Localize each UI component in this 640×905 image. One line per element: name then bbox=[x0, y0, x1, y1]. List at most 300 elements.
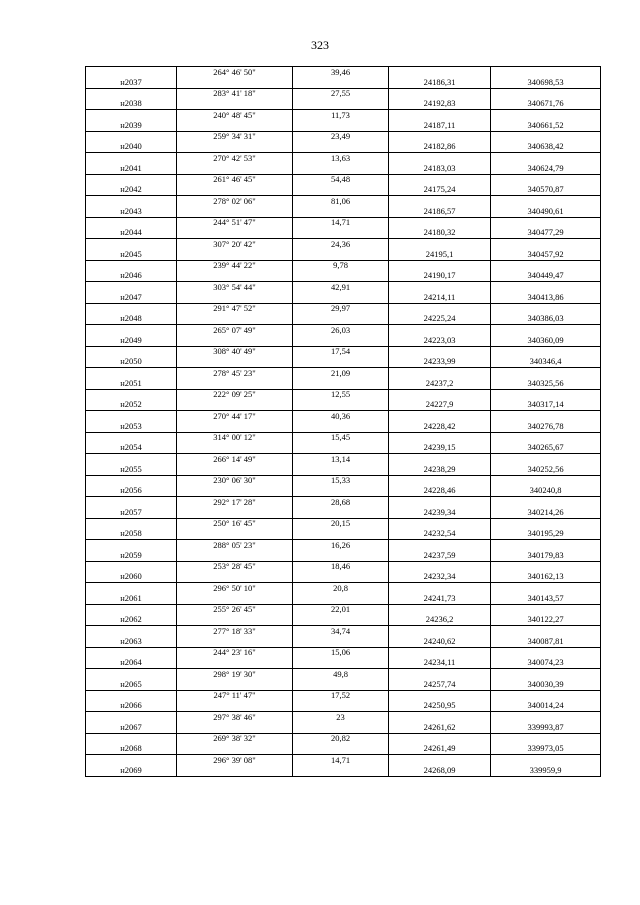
point-id-cell bbox=[86, 153, 177, 164]
y-coordinate-cell: 340457,92 bbox=[491, 249, 601, 260]
bearing-angle-cell bbox=[177, 679, 293, 690]
bearing-angle-cell: 270° 42' 53" bbox=[177, 153, 293, 164]
point-row bbox=[86, 206, 601, 217]
point-id-cell: н2063 bbox=[86, 636, 177, 647]
distance-cell bbox=[293, 163, 389, 174]
y-coordinate-cell bbox=[491, 540, 601, 551]
x-coordinate-cell bbox=[389, 583, 491, 594]
point-id-cell: н2055 bbox=[86, 464, 177, 475]
bearing-angle-cell: 269° 38' 32" bbox=[177, 733, 293, 744]
distance-cell bbox=[293, 99, 389, 110]
point-row bbox=[86, 357, 601, 368]
x-coordinate-cell bbox=[389, 303, 491, 314]
bearing-angle-cell bbox=[177, 77, 293, 88]
point-row bbox=[86, 722, 601, 733]
bearing-angle-cell bbox=[177, 550, 293, 561]
y-coordinate-cell: 340074,23 bbox=[491, 658, 601, 669]
distance-cell bbox=[293, 378, 389, 389]
point-id-cell: н2043 bbox=[86, 206, 177, 217]
y-coordinate-cell: 340143,57 bbox=[491, 593, 601, 604]
x-coordinate-cell: 24257,74 bbox=[389, 679, 491, 690]
point-id-cell: н2069 bbox=[86, 765, 177, 776]
segment-row bbox=[86, 411, 601, 422]
point-row bbox=[86, 378, 601, 389]
point-id-cell bbox=[86, 325, 177, 336]
point-id-cell bbox=[86, 303, 177, 314]
y-coordinate-cell bbox=[491, 669, 601, 680]
point-id-cell: н2060 bbox=[86, 572, 177, 583]
bearing-angle-cell bbox=[177, 378, 293, 389]
segment-row bbox=[86, 540, 601, 551]
segment-row bbox=[86, 282, 601, 293]
distance-cell: 49,8 bbox=[293, 669, 389, 680]
distance-cell: 26,03 bbox=[293, 325, 389, 336]
distance-cell bbox=[293, 636, 389, 647]
bearing-angle-cell: 250° 16' 45" bbox=[177, 518, 293, 529]
distance-cell bbox=[293, 550, 389, 561]
point-row bbox=[86, 658, 601, 669]
y-coordinate-cell: 340122,27 bbox=[491, 615, 601, 626]
distance-cell: 14,71 bbox=[293, 217, 389, 228]
bearing-angle-cell bbox=[177, 185, 293, 196]
distance-cell bbox=[293, 249, 389, 260]
x-coordinate-cell bbox=[389, 604, 491, 615]
bearing-angle-cell bbox=[177, 615, 293, 626]
y-coordinate-cell: 340325,56 bbox=[491, 378, 601, 389]
y-coordinate-cell bbox=[491, 282, 601, 293]
x-coordinate-cell bbox=[389, 131, 491, 142]
distance-cell: 21,09 bbox=[293, 368, 389, 379]
bearing-angle-cell bbox=[177, 421, 293, 432]
point-id-cell bbox=[86, 174, 177, 185]
y-coordinate-cell: 340671,76 bbox=[491, 99, 601, 110]
segment-row bbox=[86, 196, 601, 207]
bearing-angle-cell: 265° 07' 49" bbox=[177, 325, 293, 336]
point-id-cell bbox=[86, 583, 177, 594]
distance-cell bbox=[293, 271, 389, 282]
bearing-angle-cell: 283° 41' 18" bbox=[177, 88, 293, 99]
y-coordinate-cell bbox=[491, 561, 601, 572]
x-coordinate-cell bbox=[389, 325, 491, 336]
point-row bbox=[86, 765, 601, 776]
y-coordinate-cell: 340195,29 bbox=[491, 529, 601, 540]
point-id-cell bbox=[86, 733, 177, 744]
y-coordinate-cell bbox=[491, 411, 601, 422]
point-id-cell bbox=[86, 755, 177, 766]
y-coordinate-cell bbox=[491, 733, 601, 744]
y-coordinate-cell bbox=[491, 518, 601, 529]
y-coordinate-cell: 340179,83 bbox=[491, 550, 601, 561]
distance-cell: 34,74 bbox=[293, 626, 389, 637]
x-coordinate-cell bbox=[389, 196, 491, 207]
bearing-angle-cell: 247° 11' 47" bbox=[177, 690, 293, 701]
distance-cell: 39,46 bbox=[293, 67, 389, 78]
point-row bbox=[86, 142, 601, 153]
distance-cell bbox=[293, 615, 389, 626]
y-coordinate-cell bbox=[491, 67, 601, 78]
point-row bbox=[86, 421, 601, 432]
x-coordinate-cell bbox=[389, 217, 491, 228]
x-coordinate-cell: 24182,86 bbox=[389, 142, 491, 153]
point-id-cell bbox=[86, 411, 177, 422]
x-coordinate-cell: 24190,17 bbox=[389, 271, 491, 282]
x-coordinate-cell bbox=[389, 411, 491, 422]
x-coordinate-cell: 24183,03 bbox=[389, 163, 491, 174]
y-coordinate-cell bbox=[491, 88, 601, 99]
y-coordinate-cell: 340386,03 bbox=[491, 314, 601, 325]
bearing-angle-cell: 270° 44' 17" bbox=[177, 411, 293, 422]
bearing-angle-cell bbox=[177, 507, 293, 518]
point-id-cell: н2039 bbox=[86, 120, 177, 131]
distance-cell: 15,06 bbox=[293, 647, 389, 658]
distance-cell: 27,55 bbox=[293, 88, 389, 99]
point-id-cell bbox=[86, 260, 177, 271]
y-coordinate-cell bbox=[491, 755, 601, 766]
distance-cell bbox=[293, 228, 389, 239]
segment-row bbox=[86, 604, 601, 615]
point-id-cell: н2048 bbox=[86, 314, 177, 325]
bearing-angle-cell: 253° 28' 45" bbox=[177, 561, 293, 572]
bearing-angle-cell bbox=[177, 572, 293, 583]
point-id-cell: н2046 bbox=[86, 271, 177, 282]
segment-row bbox=[86, 497, 601, 508]
distance-cell bbox=[293, 77, 389, 88]
bearing-angle-cell: 255° 26' 45" bbox=[177, 604, 293, 615]
y-coordinate-cell: 340317,14 bbox=[491, 400, 601, 411]
y-coordinate-cell: 340214,26 bbox=[491, 507, 601, 518]
y-coordinate-cell: 340030,39 bbox=[491, 679, 601, 690]
x-coordinate-cell bbox=[389, 733, 491, 744]
x-coordinate-cell: 24232,54 bbox=[389, 529, 491, 540]
bearing-angle-cell: 222° 09' 25" bbox=[177, 389, 293, 400]
bearing-angle-cell bbox=[177, 335, 293, 346]
y-coordinate-cell bbox=[491, 239, 601, 250]
y-coordinate-cell bbox=[491, 346, 601, 357]
segment-row bbox=[86, 583, 601, 594]
point-row bbox=[86, 550, 601, 561]
x-coordinate-cell: 24225,24 bbox=[389, 314, 491, 325]
y-coordinate-cell: 340698,53 bbox=[491, 77, 601, 88]
segment-row bbox=[86, 518, 601, 529]
point-id-cell bbox=[86, 669, 177, 680]
point-row bbox=[86, 228, 601, 239]
y-coordinate-cell: 340360,09 bbox=[491, 335, 601, 346]
point-id-cell bbox=[86, 389, 177, 400]
distance-cell bbox=[293, 486, 389, 497]
point-id-cell bbox=[86, 239, 177, 250]
bearing-angle-cell bbox=[177, 99, 293, 110]
y-coordinate-cell bbox=[491, 153, 601, 164]
x-coordinate-cell: 24232,34 bbox=[389, 572, 491, 583]
bearing-angle-cell: 259° 34' 31" bbox=[177, 131, 293, 142]
page-number: 323 bbox=[311, 38, 329, 52]
point-id-cell: н2051 bbox=[86, 378, 177, 389]
distance-cell: 54,48 bbox=[293, 174, 389, 185]
distance-cell bbox=[293, 400, 389, 411]
distance-cell bbox=[293, 722, 389, 733]
point-row bbox=[86, 99, 601, 110]
distance-cell: 12,55 bbox=[293, 389, 389, 400]
distance-cell: 22,01 bbox=[293, 604, 389, 615]
x-coordinate-cell: 24237,2 bbox=[389, 378, 491, 389]
point-row bbox=[86, 335, 601, 346]
x-coordinate-cell bbox=[389, 389, 491, 400]
x-coordinate-cell: 24238,29 bbox=[389, 464, 491, 475]
y-coordinate-cell bbox=[491, 196, 601, 207]
y-coordinate-cell: 340252,56 bbox=[491, 464, 601, 475]
distance-cell bbox=[293, 658, 389, 669]
y-coordinate-cell: 339973,05 bbox=[491, 744, 601, 755]
distance-cell: 29,97 bbox=[293, 303, 389, 314]
point-id-cell bbox=[86, 518, 177, 529]
point-row bbox=[86, 507, 601, 518]
bearing-angle-cell: 297° 38' 46" bbox=[177, 712, 293, 723]
y-coordinate-cell: 340477,29 bbox=[491, 228, 601, 239]
segment-row bbox=[86, 110, 601, 121]
distance-cell bbox=[293, 142, 389, 153]
bearing-angle-cell bbox=[177, 163, 293, 174]
distance-cell bbox=[293, 185, 389, 196]
point-row bbox=[86, 185, 601, 196]
point-id-cell: н2068 bbox=[86, 744, 177, 755]
point-id-cell bbox=[86, 110, 177, 121]
segment-row bbox=[86, 712, 601, 723]
x-coordinate-cell bbox=[389, 626, 491, 637]
distance-cell bbox=[293, 421, 389, 432]
point-row bbox=[86, 529, 601, 540]
point-id-cell bbox=[86, 454, 177, 465]
x-coordinate-cell bbox=[389, 454, 491, 465]
x-coordinate-cell bbox=[389, 755, 491, 766]
distance-cell: 18,46 bbox=[293, 561, 389, 572]
x-coordinate-cell: 24186,57 bbox=[389, 206, 491, 217]
x-coordinate-cell: 24237,59 bbox=[389, 550, 491, 561]
bearing-angle-cell bbox=[177, 658, 293, 669]
distance-cell bbox=[293, 206, 389, 217]
y-coordinate-cell bbox=[491, 325, 601, 336]
segment-row bbox=[86, 475, 601, 486]
segment-row bbox=[86, 626, 601, 637]
bearing-angle-cell: 244° 23' 16" bbox=[177, 647, 293, 658]
bearing-angle-cell bbox=[177, 765, 293, 776]
point-id-cell: н2059 bbox=[86, 550, 177, 561]
y-coordinate-cell: 339959,9 bbox=[491, 765, 601, 776]
point-id-cell bbox=[86, 690, 177, 701]
bearing-angle-cell: 314° 00' 12" bbox=[177, 432, 293, 443]
distance-cell bbox=[293, 443, 389, 454]
bearing-angle-cell: 277° 18' 33" bbox=[177, 626, 293, 637]
point-row bbox=[86, 120, 601, 131]
point-id-cell bbox=[86, 647, 177, 658]
point-id-cell: н2040 bbox=[86, 142, 177, 153]
y-coordinate-cell: 340638,42 bbox=[491, 142, 601, 153]
bearing-angle-cell: 296° 39' 08" bbox=[177, 755, 293, 766]
segment-row bbox=[86, 690, 601, 701]
x-coordinate-cell: 24250,95 bbox=[389, 701, 491, 712]
distance-cell: 20,8 bbox=[293, 583, 389, 594]
point-id-cell: н2050 bbox=[86, 357, 177, 368]
x-coordinate-cell: 24192,83 bbox=[389, 99, 491, 110]
x-coordinate-cell bbox=[389, 518, 491, 529]
y-coordinate-cell: 339993,87 bbox=[491, 722, 601, 733]
point-row bbox=[86, 400, 601, 411]
bearing-angle-cell bbox=[177, 486, 293, 497]
point-id-cell bbox=[86, 497, 177, 508]
bearing-angle-cell bbox=[177, 228, 293, 239]
segment-row bbox=[86, 432, 601, 443]
distance-cell bbox=[293, 314, 389, 325]
x-coordinate-cell: 24240,62 bbox=[389, 636, 491, 647]
y-coordinate-cell: 340661,52 bbox=[491, 120, 601, 131]
point-id-cell: н2041 bbox=[86, 163, 177, 174]
point-id-cell: н2062 bbox=[86, 615, 177, 626]
y-coordinate-cell bbox=[491, 626, 601, 637]
x-coordinate-cell bbox=[389, 432, 491, 443]
point-id-cell bbox=[86, 368, 177, 379]
x-coordinate-cell bbox=[389, 669, 491, 680]
point-id-cell bbox=[86, 67, 177, 78]
point-id-cell: н2038 bbox=[86, 99, 177, 110]
distance-cell: 15,33 bbox=[293, 475, 389, 486]
distance-cell bbox=[293, 744, 389, 755]
y-coordinate-cell: 340240,8 bbox=[491, 486, 601, 497]
y-coordinate-cell: 340413,86 bbox=[491, 292, 601, 303]
x-coordinate-cell bbox=[389, 153, 491, 164]
x-coordinate-cell bbox=[389, 497, 491, 508]
distance-cell: 11,73 bbox=[293, 110, 389, 121]
distance-cell: 13,63 bbox=[293, 153, 389, 164]
bearing-angle-cell: 303° 54' 44" bbox=[177, 282, 293, 293]
y-coordinate-cell: 340265,67 bbox=[491, 443, 601, 454]
point-id-cell: н2066 bbox=[86, 701, 177, 712]
point-id-cell bbox=[86, 282, 177, 293]
survey-coordinates-table bbox=[85, 66, 601, 777]
bearing-angle-cell: 291° 47' 52" bbox=[177, 303, 293, 314]
y-coordinate-cell bbox=[491, 497, 601, 508]
y-coordinate-cell: 340624,79 bbox=[491, 163, 601, 174]
segment-row bbox=[86, 346, 601, 357]
point-id-cell: н2052 bbox=[86, 400, 177, 411]
bearing-angle-cell: 292° 17' 28" bbox=[177, 497, 293, 508]
y-coordinate-cell: 340570,87 bbox=[491, 185, 601, 196]
point-row bbox=[86, 636, 601, 647]
x-coordinate-cell: 24239,15 bbox=[389, 443, 491, 454]
bearing-angle-cell bbox=[177, 744, 293, 755]
x-coordinate-cell: 24268,09 bbox=[389, 765, 491, 776]
bearing-angle-cell: 296° 50' 10" bbox=[177, 583, 293, 594]
point-id-cell: н2065 bbox=[86, 679, 177, 690]
x-coordinate-cell bbox=[389, 67, 491, 78]
y-coordinate-cell bbox=[491, 174, 601, 185]
segment-row bbox=[86, 153, 601, 164]
y-coordinate-cell bbox=[491, 475, 601, 486]
distance-cell: 20,15 bbox=[293, 518, 389, 529]
bearing-angle-cell bbox=[177, 142, 293, 153]
y-coordinate-cell: 340490,61 bbox=[491, 206, 601, 217]
point-id-cell bbox=[86, 432, 177, 443]
y-coordinate-cell: 340276,78 bbox=[491, 421, 601, 432]
x-coordinate-cell: 24227,9 bbox=[389, 400, 491, 411]
segment-row bbox=[86, 733, 601, 744]
distance-cell bbox=[293, 464, 389, 475]
point-id-cell: н2042 bbox=[86, 185, 177, 196]
bearing-angle-cell: 307° 20' 42" bbox=[177, 239, 293, 250]
distance-cell: 17,52 bbox=[293, 690, 389, 701]
point-id-cell bbox=[86, 196, 177, 207]
y-coordinate-cell bbox=[491, 647, 601, 658]
bearing-angle-cell bbox=[177, 357, 293, 368]
y-coordinate-cell bbox=[491, 454, 601, 465]
segment-row bbox=[86, 67, 601, 78]
bearing-angle-cell: 240° 48' 45" bbox=[177, 110, 293, 121]
point-row bbox=[86, 572, 601, 583]
y-coordinate-cell bbox=[491, 303, 601, 314]
point-id-cell: н2045 bbox=[86, 249, 177, 260]
distance-cell bbox=[293, 292, 389, 303]
distance-cell: 40,36 bbox=[293, 411, 389, 422]
x-coordinate-cell: 24233,99 bbox=[389, 357, 491, 368]
x-coordinate-cell: 24261,62 bbox=[389, 722, 491, 733]
point-row bbox=[86, 443, 601, 454]
distance-cell: 20,82 bbox=[293, 733, 389, 744]
point-id-cell: н2067 bbox=[86, 722, 177, 733]
point-id-cell: н2061 bbox=[86, 593, 177, 604]
distance-cell bbox=[293, 572, 389, 583]
point-row bbox=[86, 464, 601, 475]
x-coordinate-cell bbox=[389, 368, 491, 379]
bearing-angle-cell: 278° 02' 06" bbox=[177, 196, 293, 207]
bearing-angle-cell: 239° 44' 22" bbox=[177, 260, 293, 271]
point-id-cell bbox=[86, 712, 177, 723]
point-id-cell bbox=[86, 626, 177, 637]
distance-cell bbox=[293, 120, 389, 131]
survey-table-body bbox=[86, 67, 601, 777]
segment-row bbox=[86, 755, 601, 766]
distance-cell bbox=[293, 357, 389, 368]
segment-row bbox=[86, 260, 601, 271]
x-coordinate-cell: 24195,1 bbox=[389, 249, 491, 260]
x-coordinate-cell: 24228,46 bbox=[389, 486, 491, 497]
point-id-cell: н2049 bbox=[86, 335, 177, 346]
x-coordinate-cell: 24187,11 bbox=[389, 120, 491, 131]
bearing-angle-cell bbox=[177, 271, 293, 282]
distance-cell bbox=[293, 679, 389, 690]
point-row bbox=[86, 271, 601, 282]
x-coordinate-cell: 24239,34 bbox=[389, 507, 491, 518]
y-coordinate-cell bbox=[491, 110, 601, 121]
segment-row bbox=[86, 669, 601, 680]
bearing-angle-cell bbox=[177, 722, 293, 733]
x-coordinate-cell bbox=[389, 475, 491, 486]
x-coordinate-cell bbox=[389, 260, 491, 271]
x-coordinate-cell bbox=[389, 346, 491, 357]
point-id-cell: н2047 bbox=[86, 292, 177, 303]
point-id-cell: н2064 bbox=[86, 658, 177, 669]
distance-cell: 9,78 bbox=[293, 260, 389, 271]
point-row bbox=[86, 486, 601, 497]
distance-cell: 28,68 bbox=[293, 497, 389, 508]
point-row bbox=[86, 292, 601, 303]
distance-cell: 13,14 bbox=[293, 454, 389, 465]
y-coordinate-cell: 340087,81 bbox=[491, 636, 601, 647]
distance-cell bbox=[293, 593, 389, 604]
bearing-angle-cell bbox=[177, 120, 293, 131]
distance-cell: 42,91 bbox=[293, 282, 389, 293]
point-id-cell bbox=[86, 88, 177, 99]
x-coordinate-cell bbox=[389, 540, 491, 551]
x-coordinate-cell: 24186,31 bbox=[389, 77, 491, 88]
segment-row bbox=[86, 174, 601, 185]
